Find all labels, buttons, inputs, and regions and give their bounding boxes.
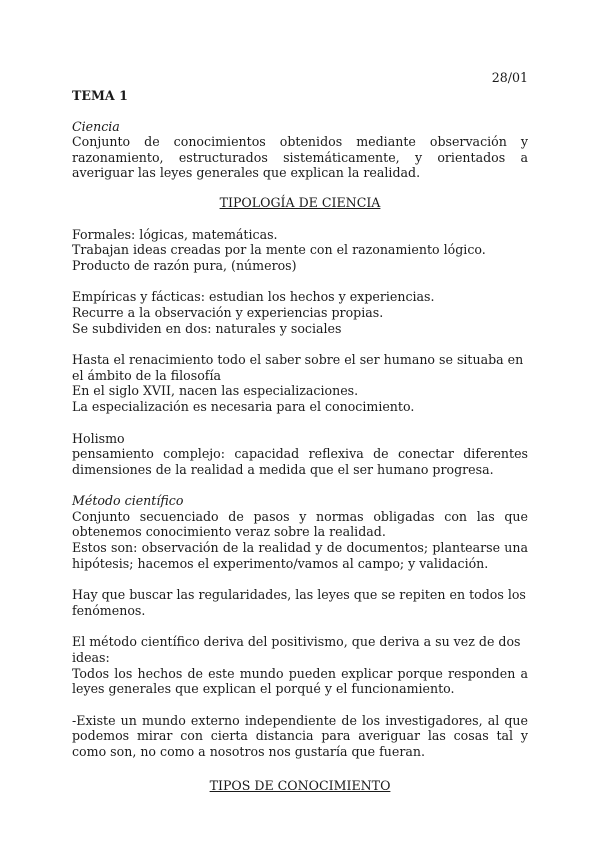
ciencia-label: Ciencia: [72, 118, 120, 134]
empiricas-line: Recurre a la observación y experiencias propias.: [72, 304, 384, 320]
tipos-heading: TIPOS DE CONOCIMIENTO: [209, 777, 391, 793]
formales-line: Producto de razón pura, (números): [72, 257, 297, 273]
holismo-section: [72, 431, 528, 478]
holismo-text: pensamiento complejo: capacidad reflexiva de conectar diferentes dimensiones de la realidad a medida que el ser humano progresa.: [72, 446, 528, 477]
positivismo-text: Todos los hechos de este mundo pueden explicar porque responden a leyes generales que explican el porqué y el funcionamiento.: [72, 665, 528, 697]
positivismo-line: El método científico deriva del positivismo, que deriva a su vez de dos ideas:: [72, 634, 521, 666]
empiricas-line: Se subdividen en dos: naturales y sociales: [72, 320, 342, 336]
renacimiento-line: En el siglo XVII, nacen las especializaciones.: [72, 383, 359, 399]
metodo-text-2: Estos son: observación de la realidad y de documentos; plantearse una hipótesis; hacemos el experimento/vamos al campo; y validación.: [72, 540, 528, 571]
ciencia-definition: Conjunto de conocimientos obtenidos mediante observación y razonamiento, estructurados sistemáticamente, y orientados a averiguar las leyes generales que explican la realidad.: [72, 134, 528, 181]
metodo-label: Método científico: [72, 493, 184, 509]
renacimiento-section: [72, 352, 528, 414]
renacimiento-text: Hasta el renacimiento todo el saber sobre el ser humano se situaba en el ámbito de la filosofía: [72, 352, 524, 383]
formales-section: [72, 227, 528, 274]
empiricas-section: [72, 289, 528, 336]
formales-line: Trabajan ideas creadas por la mente con el razonamiento lógico.: [72, 242, 486, 258]
tipologia-heading: TIPOLOGÍA DE CIENCIA: [219, 194, 381, 210]
renacimiento-line: La especialización es necesaria para el conocimiento.: [72, 398, 415, 414]
regularidades-section: [72, 587, 528, 618]
document-body: [72, 70, 528, 793]
metodo-section: [72, 493, 528, 571]
metodo-text-1: Conjunto secuenciado de pasos y normas obligadas con las que obtenemos conocimiento veraz sobre la realidad.: [72, 508, 528, 540]
regularidades-text: Hay que buscar las regularidades, las leyes que se repiten en todos los fenómenos.: [72, 587, 526, 618]
empiricas-line: Empíricas y fácticas: estudian los hechos y experiencias.: [72, 289, 435, 305]
mundo-externo-text: -Existe un mundo externo independiente de los investigadores, al que podemos mirar con cierta distancia para averiguar las cosas tal y como son, no como a nosotros nos gustaría que fueran.: [72, 712, 528, 759]
date-label: 28/01: [491, 70, 528, 85]
holismo-label: Holismo: [72, 430, 125, 446]
positivismo-section: [72, 634, 528, 696]
mundo-externo-section: [72, 713, 528, 760]
formales-line: Formales: lógicas, matemáticas.: [72, 226, 278, 242]
page-title: TEMA 1: [72, 88, 128, 103]
